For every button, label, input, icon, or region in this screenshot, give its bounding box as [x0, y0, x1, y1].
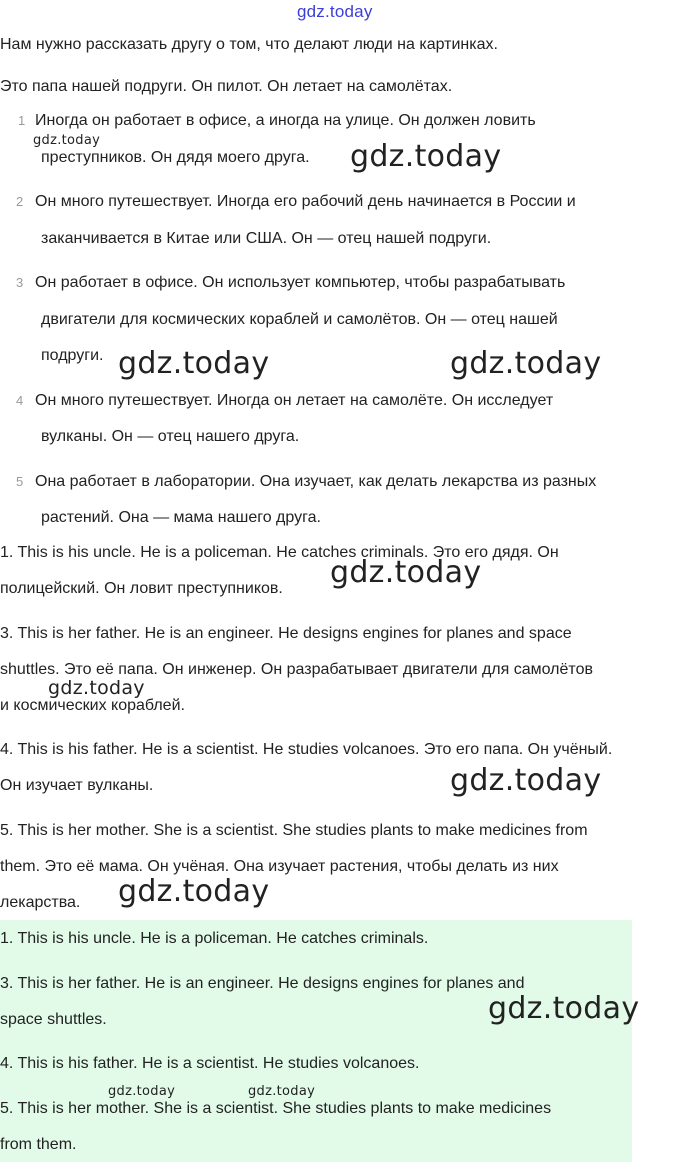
watermark: gdz.today — [330, 555, 482, 590]
item-4-line-2: вулканы. Он — отец нашего друга. — [41, 428, 300, 445]
item-number: 4 — [16, 393, 24, 408]
watermark: gdz.today — [118, 874, 270, 909]
item-2-line-1: Он много путешествует. Иногда его рабочий день начинается в России и — [35, 193, 576, 210]
box-answer-3-line-2: space shuttles. — [0, 1011, 107, 1028]
answer-4-line-1: 4. This is his father. He is a scientist. He studies volcanoes. Это его папа. Он учёный. — [0, 741, 613, 758]
watermark: gdz.today — [350, 139, 502, 174]
item-3-line-1: Он работает в офисе. Он использует компьютер, чтобы разрабатывать — [35, 274, 566, 291]
box-answer-1: 1. This is his uncle. He is a policeman. He catches criminals. — [0, 930, 429, 947]
answer-3-line-2: shuttles. Это её папа. Он инженер. Он разрабатывает двигатели для самолётов — [0, 661, 593, 678]
answer-1-line-2: полицейский. Он ловит преступников. — [0, 580, 283, 597]
box-answer-3-line-1: 3. This is her father. He is an engineer. He designs engines for planes and — [0, 975, 525, 992]
answer-5-line-3: лекарства. — [0, 894, 81, 911]
item-2-line-2: заканчивается в Китае или США. Он — отец нашей подруги. — [41, 230, 492, 247]
task-text: Нам нужно рассказать другу о том, что делают люди на картинках. — [0, 36, 498, 53]
watermark: gdz.today — [48, 677, 145, 699]
watermark: gdz.today — [108, 1084, 176, 1099]
box-answer-4: 4. This is his father. He is a scientist. He studies volcanoes. — [0, 1055, 420, 1072]
header-watermark: gdz.today — [297, 2, 373, 21]
item-1-line-2: преступников. Он дядя моего друга. — [41, 149, 310, 166]
example-text: Это папа нашей подруги. Он пилот. Он летает на самолётах. — [0, 78, 453, 95]
item-5-line-2: растений. Она — мама нашего друга. — [41, 509, 321, 526]
item-1-line-1: Иногда он работает в офисе, а иногда на улице. Он должен ловить — [35, 112, 536, 129]
watermark: gdz.today — [248, 1084, 316, 1099]
item-4-line-1: Он много путешествует. Иногда он летает на самолёте. Он исследует — [35, 392, 554, 409]
watermark: gdz.today — [488, 991, 640, 1026]
answer-5-line-1: 5. This is her mother. She is a scientist. She studies plants to make medicines from — [0, 822, 588, 839]
watermark: gdz.today — [450, 346, 602, 381]
item-3-line-3: подруги. — [41, 347, 104, 364]
box-answer-5-line-1: 5. This is her mother. She is a scientist. She studies plants to make medicines — [0, 1100, 552, 1117]
answer-3-line-1: 3. This is her father. He is an engineer. He designs engines for planes and space — [0, 625, 572, 642]
item-3-line-2: двигатели для космических кораблей и самолётов. Он — отец нашей — [41, 311, 558, 328]
watermark: gdz.today — [33, 133, 101, 148]
answer-5-line-2: them. Это её мама. Он учёная. Она изучает растения, чтобы делать из них — [0, 858, 559, 875]
answer-3-line-3: и космических кораблей. — [0, 697, 185, 714]
item-number: 5 — [16, 474, 24, 489]
watermark: gdz.today — [118, 346, 270, 381]
item-5-line-1: Она работает в лаборатории. Она изучает, как делать лекарства из разных — [35, 473, 597, 490]
item-number: 1 — [18, 113, 26, 128]
item-number: 2 — [16, 194, 24, 209]
item-number: 3 — [16, 275, 24, 290]
watermark: gdz.today — [450, 763, 602, 798]
box-answer-5-line-2: from them. — [0, 1136, 77, 1153]
answer-box — [0, 920, 632, 1162]
answer-4-line-2: Он изучает вулканы. — [0, 777, 154, 794]
answer-1-line-1: 1. This is his uncle. He is a policeman. He catches criminals. Это его дядя. Он — [0, 544, 559, 561]
